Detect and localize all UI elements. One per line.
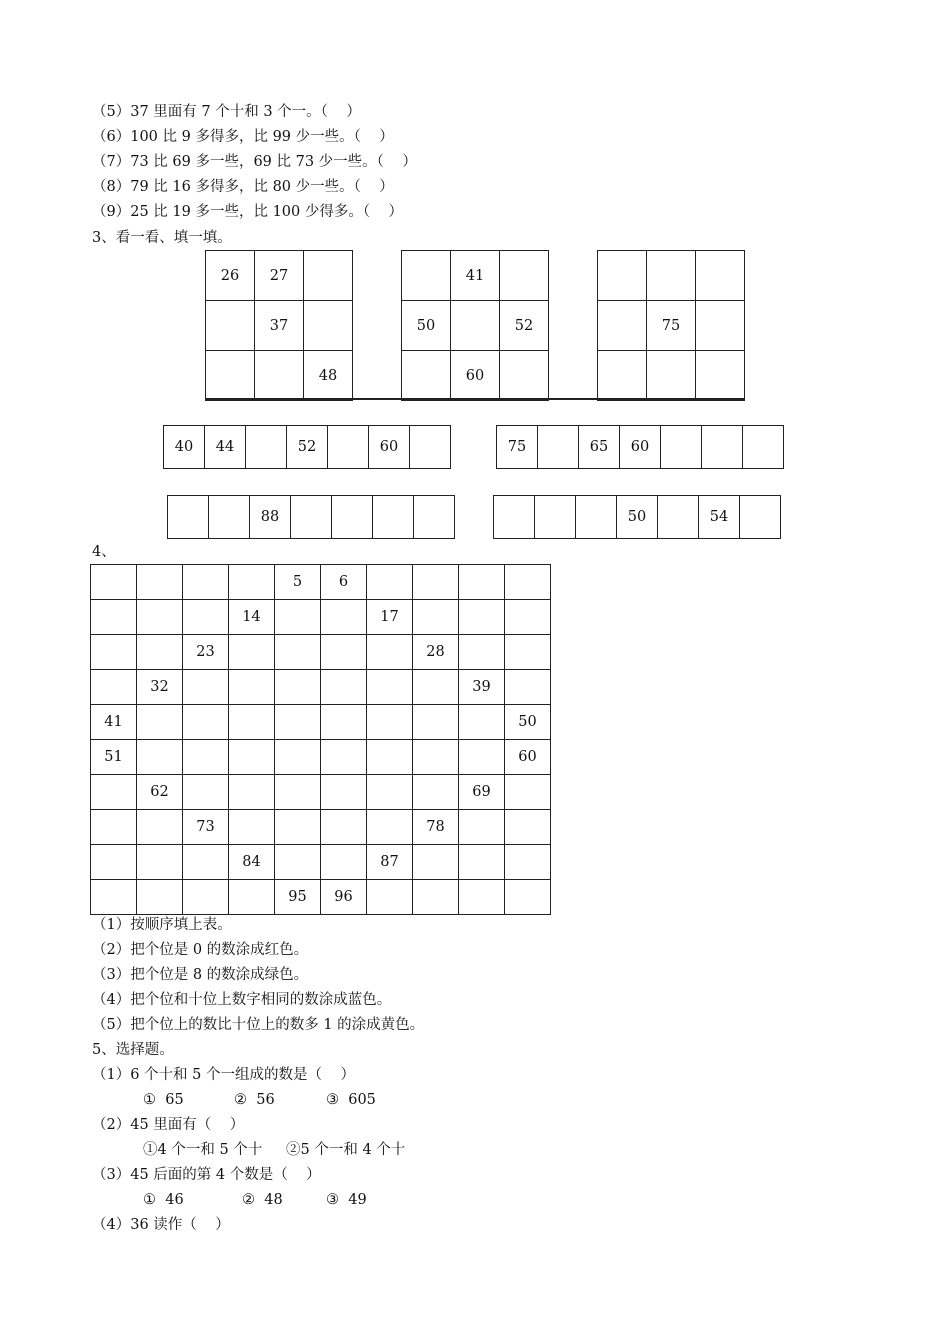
chart-cell xyxy=(413,775,459,810)
choice-option: ② 56 xyxy=(234,1092,275,1108)
chart-cell: 51 xyxy=(91,740,137,775)
chart-cell xyxy=(229,670,275,705)
grid-cell: 48 xyxy=(304,351,353,401)
chart-cell xyxy=(459,880,505,915)
grid-cell xyxy=(451,301,500,351)
chart-cell: 14 xyxy=(229,600,275,635)
chart-cell xyxy=(275,670,321,705)
chart-cell xyxy=(91,845,137,880)
chart-cell xyxy=(91,810,137,845)
chart-cell: 32 xyxy=(137,670,183,705)
chart-cell xyxy=(367,740,413,775)
chart-cell xyxy=(321,775,367,810)
grid-cell xyxy=(402,251,451,301)
chart-cell xyxy=(459,635,505,670)
chart-cell xyxy=(183,880,229,915)
chart-cell: 39 xyxy=(459,670,505,705)
chart-cell: 84 xyxy=(229,845,275,880)
chart-cell xyxy=(321,740,367,775)
chart-cell xyxy=(413,600,459,635)
row-cell: 50 xyxy=(617,496,658,539)
chart-cell: 41 xyxy=(91,705,137,740)
choice-option: ③ 605 xyxy=(326,1092,376,1108)
chart-cell xyxy=(321,845,367,880)
grid-cell xyxy=(206,301,255,351)
choice-option: ③ 49 xyxy=(326,1192,367,1208)
chart-cell xyxy=(137,810,183,845)
chart-cell xyxy=(229,775,275,810)
choice-option: ②5 个一和 4 个十 xyxy=(286,1142,406,1158)
judgment-6: （6）100 比 9 多得多，比 99 少一些。（ ） xyxy=(92,129,394,145)
chart-cell xyxy=(413,565,459,600)
chart-cell: 96 xyxy=(321,880,367,915)
chart-cell xyxy=(413,705,459,740)
chart-cell xyxy=(137,635,183,670)
chart-cell xyxy=(459,705,505,740)
row-cell: 75 xyxy=(497,426,538,469)
number-grid-1 xyxy=(205,250,353,401)
choice-option: ①4 个一和 5 个十 xyxy=(143,1142,263,1158)
chart-cell xyxy=(183,565,229,600)
choice-question-2: （2）45 里面有（ ） xyxy=(92,1117,245,1133)
chart-cell: 23 xyxy=(183,635,229,670)
chart-cell: 87 xyxy=(367,845,413,880)
chart-cell xyxy=(367,670,413,705)
chart-cell xyxy=(367,880,413,915)
number-row-3 xyxy=(167,495,455,539)
row-cell xyxy=(740,496,781,539)
judgment-9: （9）25 比 19 多一些，比 100 少得多。（ ） xyxy=(92,204,404,220)
grid-cell xyxy=(500,251,549,301)
chart-cell xyxy=(367,635,413,670)
chart-cell xyxy=(91,670,137,705)
row-cell xyxy=(414,496,455,539)
chart-cell xyxy=(321,600,367,635)
chart-cell xyxy=(183,670,229,705)
row-cell: 54 xyxy=(699,496,740,539)
chart-cell xyxy=(413,740,459,775)
chart-cell xyxy=(459,565,505,600)
choice-question-1: （1）6 个十和 5 个一组成的数是（ ） xyxy=(92,1067,355,1083)
grid-cell: 41 xyxy=(451,251,500,301)
chart-cell: 50 xyxy=(505,705,551,740)
chart-cell xyxy=(229,705,275,740)
row-cell xyxy=(373,496,414,539)
chart-cell xyxy=(229,810,275,845)
grid-cell xyxy=(598,351,647,401)
row-cell xyxy=(291,496,332,539)
grid-cell xyxy=(304,301,353,351)
chart-cell xyxy=(183,775,229,810)
choice-option: ② 48 xyxy=(242,1192,283,1208)
number-grid-2 xyxy=(401,250,549,401)
chart-cell xyxy=(91,635,137,670)
section4-title: 4、 xyxy=(92,544,116,560)
row-cell xyxy=(743,426,784,469)
chart-cell: 69 xyxy=(459,775,505,810)
number-grid-3 xyxy=(597,250,745,401)
instruction-1: （1）按顺序填上表。 xyxy=(92,917,232,933)
judgment-7: （7）73 比 69 多一些，69 比 73 少一些。（ ） xyxy=(92,154,417,170)
grid-cell: 52 xyxy=(500,301,549,351)
chart-cell xyxy=(321,810,367,845)
row-cell xyxy=(328,426,369,469)
chart-cell xyxy=(413,880,459,915)
row-cell xyxy=(661,426,702,469)
section5-title: 5、选择题。 xyxy=(92,1042,174,1058)
row-cell xyxy=(702,426,743,469)
grid-cell xyxy=(598,301,647,351)
chart-cell xyxy=(275,775,321,810)
chart-cell xyxy=(413,845,459,880)
grid-cell: 37 xyxy=(255,301,304,351)
grid-cell xyxy=(696,301,745,351)
chart-cell xyxy=(321,670,367,705)
chart-cell: 95 xyxy=(275,880,321,915)
chart-cell xyxy=(505,810,551,845)
grid-cell xyxy=(696,251,745,301)
section3-title: 3、看一看、填一填。 xyxy=(92,230,232,246)
row-cell: 44 xyxy=(205,426,246,469)
chart-cell xyxy=(459,810,505,845)
chart-cell xyxy=(275,845,321,880)
chart-cell xyxy=(505,775,551,810)
chart-cell xyxy=(367,705,413,740)
chart-cell xyxy=(275,705,321,740)
row-cell xyxy=(576,496,617,539)
number-row-1 xyxy=(163,425,451,469)
row-cell xyxy=(538,426,579,469)
choice-option: ① 65 xyxy=(143,1092,184,1108)
chart-cell xyxy=(91,600,137,635)
chart-cell xyxy=(321,635,367,670)
chart-cell xyxy=(183,600,229,635)
row-cell: 65 xyxy=(579,426,620,469)
grid-cell: 27 xyxy=(255,251,304,301)
instruction-2: （2）把个位是 0 的数涂成红色。 xyxy=(92,942,309,958)
chart-cell xyxy=(275,635,321,670)
row-cell xyxy=(494,496,535,539)
chart-cell xyxy=(459,740,505,775)
choice-question-3: （3）45 后面的第 4 个数是（ ） xyxy=(92,1167,321,1183)
row-cell: 60 xyxy=(620,426,661,469)
chart-cell xyxy=(459,600,505,635)
chart-cell xyxy=(229,635,275,670)
chart-cell: 73 xyxy=(183,810,229,845)
grid-cell xyxy=(206,351,255,401)
chart-cell: 17 xyxy=(367,600,413,635)
chart-cell xyxy=(229,880,275,915)
chart-cell xyxy=(275,600,321,635)
grid-cell xyxy=(255,351,304,401)
row-cell xyxy=(410,426,451,469)
chart-cell xyxy=(229,740,275,775)
chart-cell xyxy=(275,810,321,845)
choice-question-4: （4）36 读作（ ） xyxy=(92,1217,230,1233)
row-cell: 52 xyxy=(287,426,328,469)
instruction-3: （3）把个位是 8 的数涂成绿色。 xyxy=(92,967,309,983)
chart-cell xyxy=(137,845,183,880)
chart-cell xyxy=(183,705,229,740)
grid-cell: 60 xyxy=(451,351,500,401)
chart-cell: 5 xyxy=(275,565,321,600)
chart-cell xyxy=(505,880,551,915)
instruction-5: （5）把个位上的数比十位上的数多 1 的涂成黄色。 xyxy=(92,1017,425,1033)
grid-cell xyxy=(598,251,647,301)
chart-cell xyxy=(413,670,459,705)
row-cell xyxy=(168,496,209,539)
chart-cell: 6 xyxy=(321,565,367,600)
grid-cell xyxy=(647,351,696,401)
judgment-5: （5）37 里面有 7 个十和 3 个一。（ ） xyxy=(92,104,361,120)
choice-option: ① 46 xyxy=(143,1192,184,1208)
grid-baseline xyxy=(205,398,745,400)
grid-cell: 75 xyxy=(647,301,696,351)
chart-cell xyxy=(91,775,137,810)
chart-cell xyxy=(137,600,183,635)
chart-cell xyxy=(183,740,229,775)
chart-cell xyxy=(137,705,183,740)
chart-cell xyxy=(137,740,183,775)
row-cell: 40 xyxy=(164,426,205,469)
grid-cell: 26 xyxy=(206,251,255,301)
chart-cell: 78 xyxy=(413,810,459,845)
row-cell xyxy=(332,496,373,539)
row-cell xyxy=(209,496,250,539)
chart-cell xyxy=(321,705,367,740)
chart-cell xyxy=(229,565,275,600)
row-cell: 88 xyxy=(250,496,291,539)
grid-cell xyxy=(500,351,549,401)
chart-cell xyxy=(505,845,551,880)
grid-cell xyxy=(647,251,696,301)
row-cell: 60 xyxy=(369,426,410,469)
judgment-8: （8）79 比 16 多得多，比 80 少一些。（ ） xyxy=(92,179,394,195)
chart-cell xyxy=(91,880,137,915)
grid-cell: 50 xyxy=(402,301,451,351)
row-cell xyxy=(246,426,287,469)
chart-cell: 62 xyxy=(137,775,183,810)
chart-cell xyxy=(183,845,229,880)
chart-cell xyxy=(137,880,183,915)
chart-cell xyxy=(367,565,413,600)
chart-cell xyxy=(367,775,413,810)
hundred-chart xyxy=(90,564,551,915)
chart-cell xyxy=(505,565,551,600)
number-row-2 xyxy=(496,425,784,469)
chart-cell xyxy=(505,670,551,705)
chart-cell: 60 xyxy=(505,740,551,775)
row-cell xyxy=(535,496,576,539)
chart-cell xyxy=(367,810,413,845)
chart-cell xyxy=(459,845,505,880)
row-cell xyxy=(658,496,699,539)
number-row-4 xyxy=(493,495,781,539)
grid-cell xyxy=(402,351,451,401)
chart-cell xyxy=(505,635,551,670)
chart-cell xyxy=(91,565,137,600)
chart-cell xyxy=(275,740,321,775)
chart-cell: 28 xyxy=(413,635,459,670)
grid-cell xyxy=(696,351,745,401)
chart-cell xyxy=(505,600,551,635)
grid-cell xyxy=(304,251,353,301)
chart-cell xyxy=(137,565,183,600)
instruction-4: （4）把个位和十位上数字相同的数涂成蓝色。 xyxy=(92,992,392,1008)
